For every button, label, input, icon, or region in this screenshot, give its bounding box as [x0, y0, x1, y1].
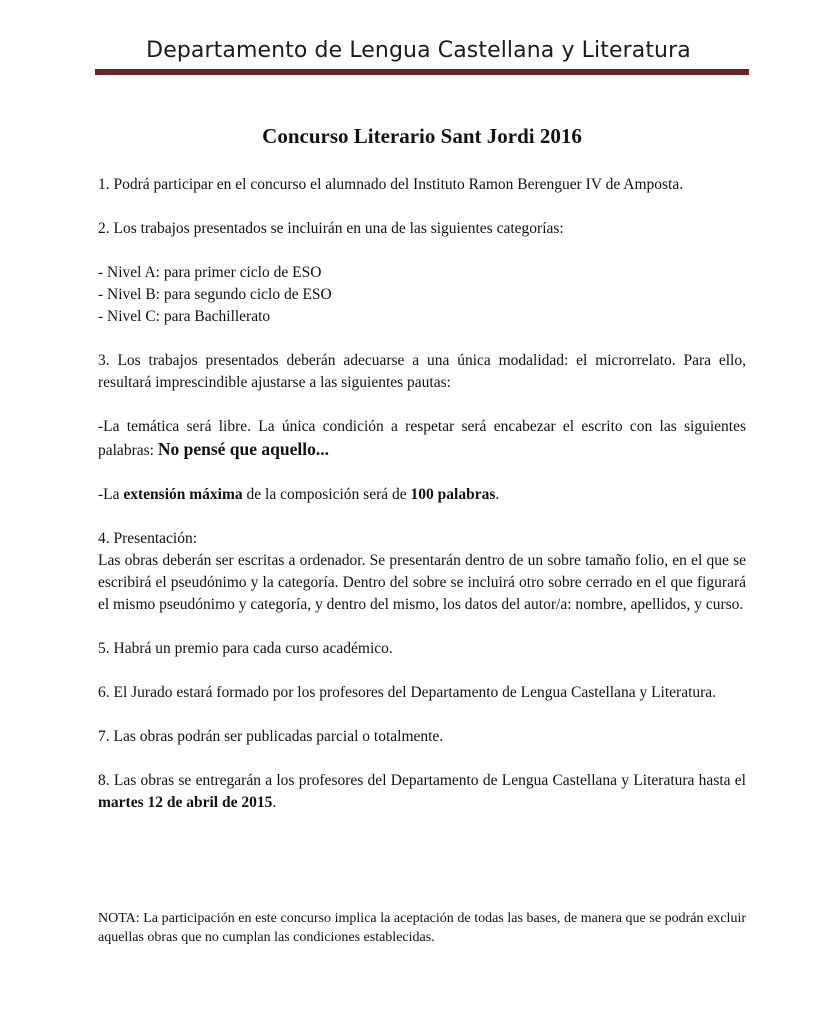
department-header: Departamento de Lengua Castellana y Literatura [146, 38, 691, 63]
extension-prefix: -La [98, 486, 124, 503]
level-item: - Nivel A: para primer ciclo de ESO [98, 264, 322, 281]
rules-body [98, 174, 746, 814]
extension-middle: de la composición será de [242, 486, 411, 503]
theme-guideline [98, 416, 746, 462]
rule-1: 1. Podrá participar en el concurso el alumnado del Instituto Ramon Berenguer IV de Amposta. [98, 176, 684, 193]
rule-7: 7. Las obras podrán ser publicadas parcial o totalmente. [98, 728, 444, 745]
extension-guideline [98, 484, 746, 506]
rule-8-text: 8. Las obras se entregarán a los profesores del Departamento de Lengua Castellana y Literatura hasta el [98, 772, 746, 789]
rule-3: 3. Los trabajos presentados deberán adecuarse a una única modalidad: el microrrelato. Para ello, resultará imprescindible ajustarse a las siguientes pautas: [98, 352, 746, 391]
level-list [98, 262, 746, 328]
rule-4-heading: 4. Presentación: [98, 530, 198, 547]
rule-5: 5. Habrá un premio para cada curso académico. [98, 640, 393, 657]
note-paragraph: NOTA: La participación en este concurso implica la aceptación de todas las bases, de manera que se podrán excluir aquellas obras que no cumplan las condiciones establecidas. [98, 911, 746, 945]
rule-6: 6. El Jurado estará formado por los profesores del Departamento de Lengua Castellana y Literatura. [98, 684, 717, 701]
document-title: Concurso Literario Sant Jordi 2016 [262, 124, 582, 148]
rule-8 [98, 770, 746, 814]
rule-2: 2. Los trabajos presentados se incluirán en una de las siguientes categorías: [98, 220, 564, 237]
rule-8-end: . [272, 794, 277, 811]
rule-4-body: Las obras deberán ser escritas a ordenador. Se presentarán dentro de un sobre tamaño folio, en el que se escribirá el pseudónimo y la categoría. Dentro del sobre se incluirá otro sobre cerrado en el que figurará el mismo pseudónimo y categoría, y dentro del mismo, los datos del autor/a: nombre, apellidos, y curso. [98, 552, 746, 613]
deadline-date: martes 12 de abril de 2015 [98, 794, 273, 811]
level-item: - Nivel B: para segundo ciclo de ESO [98, 286, 332, 303]
header-divider [95, 69, 749, 75]
extension-bold: extensión máxima [123, 486, 243, 503]
level-item: - Nivel C: para Bachillerato [98, 308, 271, 325]
extension-end: . [495, 486, 500, 503]
extension-words: 100 palabras [410, 486, 496, 503]
theme-words: No pensé que aquello... [157, 439, 329, 459]
theme-text: -La temática será libre. La única condición a respetar será encabezar el escrito con las siguientes palabras: [98, 418, 746, 459]
